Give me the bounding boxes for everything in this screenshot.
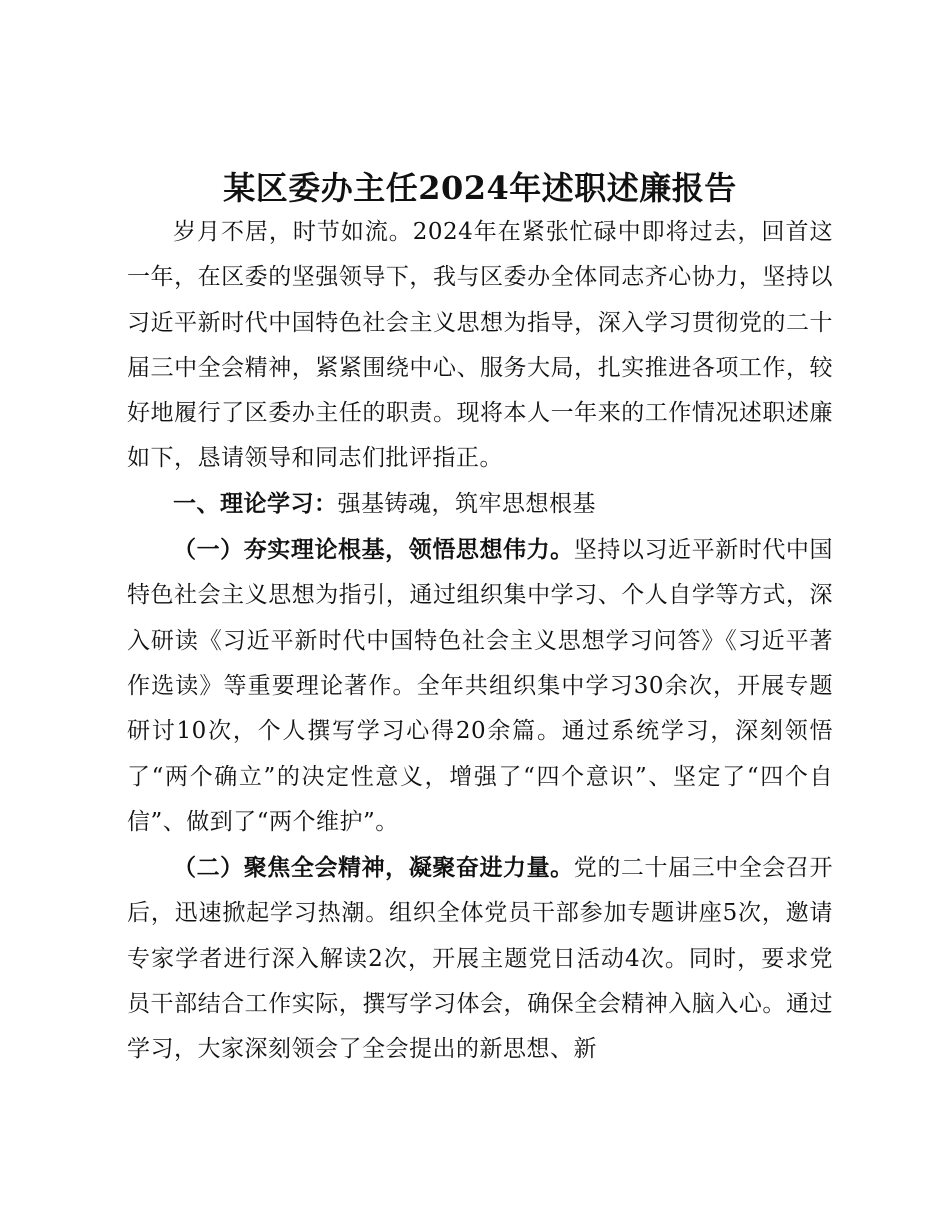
section-1-item-1-lead: （一）夯实理论根基，领悟思想伟力。 <box>173 536 574 564</box>
intro-paragraph: 岁月不居，时节如流。2024年在紧张忙碌中即将过去，回首这一年，在区委的坚强领导下，我与区委办全体同志齐心协力，坚持以习近平新时代中国特色社会主义思想为指导，深入学习贯彻党的二十届三中全会精神，紧紧围绕中心、服务大局，扎实推进各项工作，较好地履行了区委办主任的职责。现将本人一年来的工作情况述职述廉如下，恳请领导和同志们批评指正。 <box>127 219 833 472</box>
section-1-item-2-body: 党的二十届三中全会召开后，迅速掀起学习热潮。组织全体党员干部参加专题讲座5次，邀请专家学者进行深入解读2次，开展主题党日活动4次。同时，要求党员干部结合工作实际，撰写学习体会，确保全会精神入脑入心。通过学习，大家深刻领会了全会提出的新思想、新 <box>127 855 834 1063</box>
section-1-heading-lead: 一、理论学习： <box>173 490 338 517</box>
section-1-heading-rest: 强基铸魂，筑牢思想根基 <box>337 490 596 517</box>
document-page <box>127 168 833 1073</box>
section-1-item-1 <box>127 527 833 845</box>
section-1-item-2 <box>127 845 833 1072</box>
section-1-item-2-lead: （二）聚焦全会精神，凝聚奋进力量。 <box>173 854 574 882</box>
document-title: 某区委办主任2024年述职述廉报告 <box>223 169 737 207</box>
section-1-heading <box>127 482 833 527</box>
section-1-item-1-body: 坚持以习近平新时代中国特色社会主义思想为指引，通过组织集中学习、个人自学等方式，深入研读《习近平新时代中国特色社会主义思想学习问答》《习近平著作选读》等重要理论著作。全年共组织集中学习30余次，开展专题研讨10次，个人撰写学习心得20余篇。通过系统学习，深刻领悟了“两个确立”的决定性意义，增强了“四个意识”、坚定了“四个自信”、做到了“两个维护”。 <box>127 537 834 835</box>
